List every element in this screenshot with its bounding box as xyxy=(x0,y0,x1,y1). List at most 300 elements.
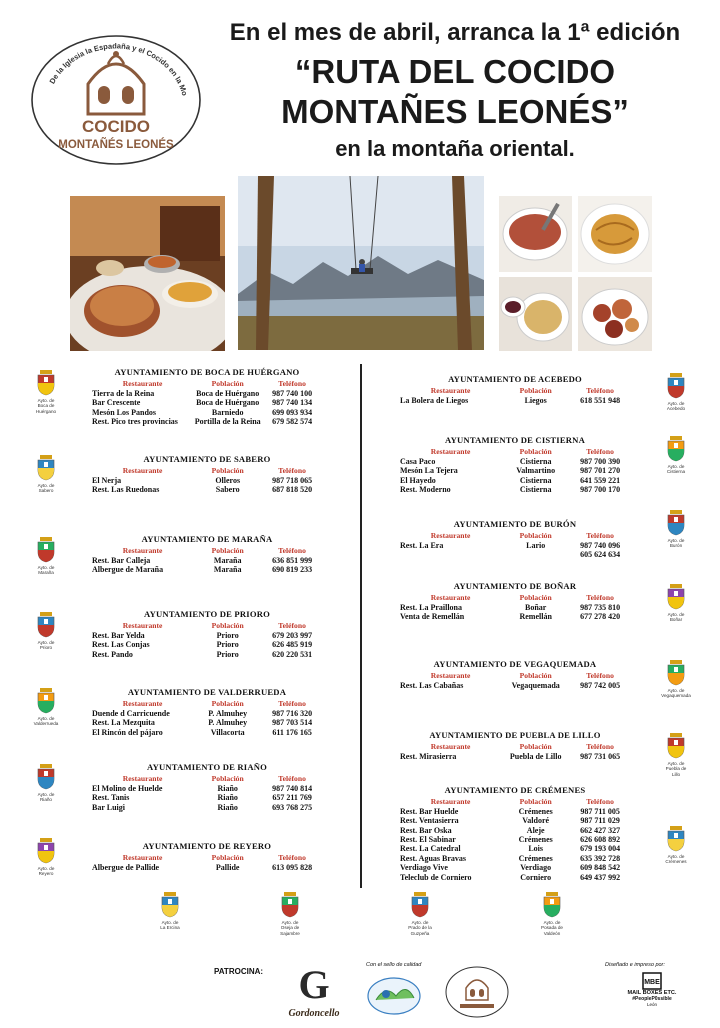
table-header-row xyxy=(92,774,322,783)
restaurant-phone: 662 427 327 xyxy=(580,825,621,835)
col-telefono: Teléfono xyxy=(586,386,614,396)
municipal-shield xyxy=(654,660,698,699)
cocido-logo-emblem xyxy=(28,14,204,174)
section-title: AYUNTAMIENTO DE REYERO xyxy=(142,841,272,851)
restaurant-name: Bar Luigi xyxy=(92,802,125,812)
table-row xyxy=(400,550,630,559)
coat-of-arms-icon xyxy=(666,373,686,399)
logo-ring-text: De la Iglesia la Espadaña y el Cocido en la Mo xyxy=(47,41,190,97)
col-poblacion: Población xyxy=(519,742,552,752)
designed-by-label: Diseñado e impreso por: xyxy=(605,962,665,968)
title-line-4: en la montaña oriental. xyxy=(335,136,575,161)
restaurant-town: Prioro xyxy=(216,630,239,640)
shield-caption: Puebla de xyxy=(665,766,687,772)
restaurant-phone: 693 768 275 xyxy=(272,802,313,812)
shield-caption: La Ercina xyxy=(160,925,180,931)
photo-chickpeas xyxy=(499,277,572,351)
shield-caption: Riaño xyxy=(39,797,52,803)
photo-table-cocido xyxy=(70,196,225,351)
table-row xyxy=(92,408,322,417)
restaurant-town: Remellán xyxy=(519,612,552,622)
restaurant-name xyxy=(400,550,501,559)
restaurant-town: Puebla de Lillo xyxy=(509,751,562,761)
restaurant-phone: 987 701 270 xyxy=(580,466,621,476)
restaurant-town: Cistierna xyxy=(519,485,552,495)
restaurant-name: Duende d Carricuende xyxy=(92,708,170,718)
mbe-city: León xyxy=(646,1002,657,1007)
col-telefono: Teléfono xyxy=(586,742,614,752)
restaurant-name: La Bolera de Liegos xyxy=(400,395,469,405)
restaurant-name: Rest. Las Ruedonas xyxy=(92,485,160,495)
table-row xyxy=(92,398,322,407)
restaurant-town: Villacorta xyxy=(210,727,245,737)
shield-caption: Reyero xyxy=(38,871,54,877)
col-poblacion: Población xyxy=(211,379,244,389)
table-header-row xyxy=(92,699,322,708)
restaurant-town: Olleros xyxy=(215,475,241,485)
restaurant-name: Albergue de Maraña xyxy=(92,565,164,575)
table-row xyxy=(400,807,630,816)
municipal-shield xyxy=(654,826,698,865)
photo-soup-bowl xyxy=(499,196,572,272)
shield-caption: Ayto. de xyxy=(37,866,55,871)
table-row xyxy=(92,793,322,802)
col-poblacion: Población xyxy=(211,466,244,476)
col-restaurante: Restaurante xyxy=(122,774,163,784)
mbe-hashtag: #PeopleP0ssible xyxy=(632,996,672,1002)
table-row xyxy=(400,873,630,882)
table-header-row xyxy=(92,621,322,630)
mbe-icon xyxy=(642,972,662,990)
table-row xyxy=(400,612,630,621)
restaurant-table xyxy=(400,671,630,690)
restaurant-phone: 987 718 065 xyxy=(272,475,313,485)
section-vegaquemada xyxy=(400,660,630,690)
restaurant-phone: 636 851 999 xyxy=(272,555,313,565)
title-line-1: En el mes de abril, arranca la 1ª edición xyxy=(229,19,681,46)
restaurant-name: El Molino de Huelde xyxy=(92,783,163,793)
restaurant-phone: 987 711 029 xyxy=(580,816,620,826)
restaurant-table xyxy=(92,466,322,494)
restaurant-table xyxy=(400,797,630,882)
col-restaurante: Restaurante xyxy=(122,853,163,863)
shield-caption: Huérgano xyxy=(35,408,57,414)
shield-caption: Maraña xyxy=(38,570,54,576)
col-restaurante: Restaurante xyxy=(430,742,471,752)
table-row xyxy=(400,854,630,863)
restaurant-table xyxy=(92,621,322,659)
coat-of-arms-icon xyxy=(666,733,686,759)
col-telefono: Teléfono xyxy=(278,699,306,709)
restaurant-name: Rest. Las Conjas xyxy=(92,640,150,650)
restaurant-table xyxy=(400,531,630,559)
municipal-shield xyxy=(24,612,68,651)
municipal-shield xyxy=(654,733,698,777)
section-marana xyxy=(92,535,322,575)
section-title: AYUNTAMIENTO DE CRÉMENES xyxy=(444,785,586,795)
section-title: AYUNTAMIENTO DE BOÑAR xyxy=(453,581,577,591)
restaurant-name: El Nerja xyxy=(92,475,122,485)
shield-caption: Boca de xyxy=(37,403,55,409)
restaurant-town: Liegos xyxy=(524,395,547,405)
restaurant-phone: 609 848 542 xyxy=(580,863,621,873)
shield-caption: Ayto. de xyxy=(667,538,685,543)
photo-swing-mountains xyxy=(238,176,484,350)
sponsor-label: PATROCINA: xyxy=(214,967,264,976)
shield-caption: Sabero xyxy=(38,488,54,494)
table-row xyxy=(400,681,630,690)
restaurant-town: Sabero xyxy=(215,485,240,495)
shield-caption: Lillo xyxy=(671,771,681,777)
restaurant-town: Riaño xyxy=(217,802,238,812)
shield-caption: Ayto. de xyxy=(37,483,55,488)
restaurant-town: Corniero xyxy=(520,872,552,882)
shield-caption: Ayto. de xyxy=(667,612,685,617)
photo-meats xyxy=(578,277,652,351)
title-line-2: “RUTA DEL COCIDO xyxy=(294,53,616,90)
restaurant-name: Rest. Bar Yelda xyxy=(92,630,145,640)
section-cistierna xyxy=(400,436,630,494)
restaurant-name: Rest. La Catedral xyxy=(400,844,461,854)
table-row xyxy=(92,784,322,793)
restaurant-town: Boñar xyxy=(525,602,547,612)
section-boca-de-huergano xyxy=(92,368,322,426)
svg-text:G: G xyxy=(298,962,330,1007)
table-row xyxy=(92,631,322,640)
restaurant-phone: 679 582 574 xyxy=(272,417,313,427)
coat-of-arms-icon xyxy=(36,688,56,714)
table-header-row xyxy=(400,671,630,680)
col-telefono: Teléfono xyxy=(586,593,614,603)
restaurant-name: Rest. Bar Huelde xyxy=(400,806,459,816)
restaurant-town: Valmartino xyxy=(516,466,556,476)
col-restaurante: Restaurante xyxy=(430,671,471,681)
logo-word-montanes: MONTAÑÉS LEONÉS xyxy=(58,139,174,151)
table-row xyxy=(400,826,630,835)
table-row xyxy=(92,556,322,565)
shield-caption: Cistierna xyxy=(666,469,686,475)
section-title: AYUNTAMIENTO DE SABERO xyxy=(143,454,271,464)
municipal-shield xyxy=(148,892,192,931)
coat-of-arms-icon xyxy=(36,370,56,396)
col-restaurante: Restaurante xyxy=(430,386,471,396)
restaurant-table xyxy=(92,853,322,872)
table-row xyxy=(92,650,322,659)
table-header-row xyxy=(92,466,322,475)
shield-caption: Boñar xyxy=(669,617,683,623)
restaurant-town: Portilla de la Reina xyxy=(194,417,261,427)
table-header-row xyxy=(400,447,630,456)
restaurant-town: Maraña xyxy=(213,565,242,575)
logo-word-cocido: COCIDO xyxy=(82,117,150,136)
restaurant-name: Rest. Pando xyxy=(92,649,133,659)
restaurant-town: P. Almuhey xyxy=(208,708,248,718)
section-title: AYUNTAMIENTO DE PUEBLA DE LILLO xyxy=(429,730,601,740)
shield-caption: Valdeón xyxy=(543,930,561,936)
shield-caption: Ayto. de xyxy=(161,920,179,925)
restaurant-town: Riaño xyxy=(217,793,238,803)
table-row xyxy=(92,709,322,718)
coat-of-arms-icon xyxy=(542,892,562,918)
municipal-shield xyxy=(24,537,68,576)
restaurant-town: Prioro xyxy=(216,649,239,659)
table-header-row xyxy=(92,853,322,862)
col-restaurante: Restaurante xyxy=(430,797,471,807)
table-row xyxy=(92,417,322,426)
shield-caption: Ayto. de xyxy=(667,401,685,406)
shield-caption: Vegaquemada xyxy=(661,693,691,699)
coat-of-arms-icon xyxy=(280,892,300,918)
restaurant-town: Prioro xyxy=(216,640,239,650)
table-row xyxy=(400,835,630,844)
restaurant-town: Lario xyxy=(526,540,546,550)
coat-of-arms-icon xyxy=(666,660,686,686)
municipal-shield xyxy=(654,510,698,549)
restaurant-name: Rest. Ventasierra xyxy=(400,816,459,826)
coat-of-arms-icon xyxy=(666,510,686,536)
restaurant-name: Rest. Moderno xyxy=(400,485,451,495)
table-header-row xyxy=(400,742,630,751)
restaurant-name: Mesón La Tejera xyxy=(400,466,458,476)
shield-caption: Ayto. de xyxy=(543,920,561,925)
restaurant-town: Valdoré xyxy=(522,816,550,826)
restaurant-name: Casa Paco xyxy=(400,456,436,466)
table-row xyxy=(400,466,630,475)
restaurant-phone: 679 203 997 xyxy=(272,630,313,640)
restaurant-name: El Rincón del pájaro xyxy=(92,727,163,737)
section-title: AYUNTAMIENTO DE MARAÑA xyxy=(141,534,273,544)
col-telefono: Teléfono xyxy=(278,546,306,556)
table-row xyxy=(92,718,322,727)
col-restaurante: Restaurante xyxy=(122,379,163,389)
col-restaurante: Restaurante xyxy=(122,699,163,709)
section-title: AYUNTAMIENTO DE ACEBEDO xyxy=(448,374,582,384)
restaurant-town: Aleje xyxy=(526,825,545,835)
col-poblacion: Población xyxy=(211,699,244,709)
table-row xyxy=(400,863,630,872)
restaurant-name: Rest. Tanis xyxy=(92,793,130,803)
table-row xyxy=(400,485,630,494)
restaurant-town: Barniedo xyxy=(211,407,244,417)
cocido-logo-small xyxy=(444,960,510,1020)
coat-of-arms-icon xyxy=(36,764,56,790)
restaurant-name: Rest. El Sabinar xyxy=(400,835,456,845)
coat-of-arms-icon xyxy=(666,584,686,610)
coat-of-arms-icon xyxy=(410,892,430,918)
table-row xyxy=(400,844,630,853)
restaurant-town: Vegaquemada xyxy=(511,680,560,690)
section-riano xyxy=(92,763,322,812)
restaurant-phone: 605 624 634 xyxy=(580,550,621,560)
restaurant-name: Venta de Remellán xyxy=(400,612,465,622)
coat-of-arms-icon xyxy=(160,892,180,918)
restaurant-name: Tierra de la Reina xyxy=(92,388,155,398)
restaurant-phone: 699 093 934 xyxy=(272,407,313,417)
table-row xyxy=(92,803,322,812)
restaurant-phone: 987 700 390 xyxy=(580,456,621,466)
shield-caption: Prioro xyxy=(39,645,53,651)
col-telefono: Teléfono xyxy=(278,774,306,784)
col-poblacion: Población xyxy=(519,447,552,457)
shield-caption: Ayto. de xyxy=(37,398,55,403)
table-row xyxy=(400,816,630,825)
restaurant-phone: 657 211 769 xyxy=(272,793,312,803)
page-title xyxy=(205,18,705,164)
restaurant-table xyxy=(400,386,630,405)
shield-caption: Burón xyxy=(669,543,683,549)
col-telefono: Teléfono xyxy=(586,531,614,541)
col-telefono: Teléfono xyxy=(586,447,614,457)
restaurant-phone: 613 095 828 xyxy=(272,862,313,872)
restaurant-name: Rest. Las Cabañas xyxy=(400,680,464,690)
shield-caption: Ayto. de xyxy=(667,688,685,693)
coat-of-arms-icon xyxy=(36,455,56,481)
shield-caption: Sajambre xyxy=(280,930,300,936)
restaurant-table xyxy=(400,593,630,621)
restaurant-town: Crémenes xyxy=(518,835,553,845)
table-row xyxy=(92,389,322,398)
col-poblacion: Población xyxy=(211,853,244,863)
restaurant-phone: 987 700 170 xyxy=(580,485,621,495)
municipal-shield xyxy=(24,455,68,494)
cocido-logo xyxy=(28,14,204,174)
quality-seal-label: Con el sello de calidad xyxy=(366,962,422,968)
restaurant-phone: 635 392 728 xyxy=(580,853,621,863)
shield-caption: Crémenes xyxy=(665,859,687,865)
section-title: AYUNTAMIENTO DE PRIORO xyxy=(144,609,270,619)
table-header-row xyxy=(400,593,630,602)
restaurant-phone: 987 740 134 xyxy=(272,398,313,408)
restaurant-table xyxy=(92,699,322,737)
table-row xyxy=(92,565,322,574)
table-row xyxy=(400,396,630,405)
table-row xyxy=(400,752,630,761)
section-cremenes xyxy=(400,786,630,882)
coat-of-arms-icon xyxy=(36,612,56,638)
municipal-shield xyxy=(268,892,312,936)
shield-caption: Ayto. de xyxy=(37,565,55,570)
restaurant-phone: 690 819 233 xyxy=(272,565,313,575)
restaurant-phone: 987 731 065 xyxy=(580,751,621,761)
restaurant-phone: 641 559 221 xyxy=(580,475,621,485)
quality-seal-logo xyxy=(366,972,422,1016)
col-restaurante: Restaurante xyxy=(430,531,471,541)
restaurant-name: Verdiago Vive xyxy=(400,863,448,873)
shield-caption: Valderrueda xyxy=(33,721,59,727)
col-poblacion: Población xyxy=(519,531,552,541)
col-telefono: Teléfono xyxy=(586,797,614,807)
restaurant-phone: 679 193 004 xyxy=(580,844,621,854)
col-telefono: Teléfono xyxy=(278,621,306,631)
coat-of-arms-icon xyxy=(36,537,56,563)
shield-caption: Ayto. de xyxy=(667,854,685,859)
table-header-row xyxy=(400,797,630,806)
col-poblacion: Población xyxy=(519,671,552,681)
shield-caption: Ayto. de xyxy=(667,464,685,469)
gordoncello-logo xyxy=(280,962,348,1022)
col-telefono: Teléfono xyxy=(278,466,306,476)
section-title: AYUNTAMIENTO DE CISTIERNA xyxy=(445,435,585,445)
restaurant-phone: 987 740 100 xyxy=(272,388,313,398)
municipal-shield xyxy=(398,892,442,936)
restaurant-phone: 677 278 420 xyxy=(580,612,621,622)
restaurant-name: Bar Crescente xyxy=(92,398,141,408)
restaurant-name: Rest. La Mezquita xyxy=(92,718,155,728)
coat-of-arms-icon xyxy=(666,436,686,462)
section-title: AYUNTAMIENTO DE RIAÑO xyxy=(146,762,268,772)
municipal-shield xyxy=(24,838,68,877)
col-restaurante: Restaurante xyxy=(122,621,163,631)
restaurant-table xyxy=(92,774,322,812)
section-title: AYUNTAMIENTO DE BURÓN xyxy=(453,519,577,529)
restaurant-name: Teleclub de Corniero xyxy=(400,872,472,882)
restaurant-name: Rest. La Era xyxy=(400,540,444,550)
table-row xyxy=(92,863,322,872)
gordoncello-text: Gordoncello xyxy=(288,1008,340,1019)
restaurant-phone: 687 818 520 xyxy=(272,485,313,495)
restaurant-phone: 987 742 005 xyxy=(580,680,621,690)
restaurant-town: Pallide xyxy=(215,862,240,872)
table-header-row xyxy=(92,379,322,388)
photo-noodles xyxy=(578,196,652,272)
table-row xyxy=(400,476,630,485)
svg-text:MBE: MBE xyxy=(644,979,660,986)
shield-caption: Ayto. de xyxy=(411,920,429,925)
section-title: AYUNTAMIENTO DE VEGAQUEMADA xyxy=(433,659,597,669)
col-poblacion: Población xyxy=(519,386,552,396)
restaurant-phone: 626 608 892 xyxy=(580,835,621,845)
restaurant-town xyxy=(501,550,570,559)
restaurant-phone: 649 437 992 xyxy=(580,872,621,882)
col-poblacion: Población xyxy=(519,797,552,807)
section-sabero xyxy=(92,455,322,495)
table-row xyxy=(92,640,322,649)
restaurant-town: Crémenes xyxy=(518,853,553,863)
section-puebla-de-lillo xyxy=(400,731,630,761)
restaurant-phone: 987 740 096 xyxy=(580,540,621,550)
restaurant-town: Boca de Huérgano xyxy=(196,388,260,398)
section-title: AYUNTAMIENTO DE VALDERRUEDA xyxy=(127,687,287,697)
shield-caption: Guzpeña xyxy=(410,930,430,936)
coat-of-arms-icon xyxy=(36,838,56,864)
shield-caption: Ayto. de xyxy=(667,761,685,766)
section-prioro xyxy=(92,610,322,659)
table-row xyxy=(400,457,630,466)
section-acebedo xyxy=(400,375,630,405)
shield-caption: Ayto. de xyxy=(37,792,55,797)
restaurant-table xyxy=(400,447,630,494)
column-divider xyxy=(360,364,362,888)
shield-caption: Prado de la xyxy=(408,925,432,931)
col-poblacion: Población xyxy=(211,774,244,784)
restaurant-name: El Hayedo xyxy=(400,475,436,485)
restaurant-phone: 987 740 814 xyxy=(272,783,313,793)
restaurant-table xyxy=(400,742,630,761)
table-header-row xyxy=(400,386,630,395)
municipal-shield xyxy=(654,373,698,412)
col-restaurante: Restaurante xyxy=(430,593,471,603)
restaurant-phone: 626 485 919 xyxy=(272,640,313,650)
col-restaurante: Restaurante xyxy=(122,546,163,556)
col-telefono: Teléfono xyxy=(278,379,306,389)
table-header-row xyxy=(400,531,630,540)
section-bonar xyxy=(400,582,630,622)
col-poblacion: Población xyxy=(211,621,244,631)
restaurant-town: Verdiago xyxy=(520,863,552,873)
section-reyero xyxy=(92,842,322,872)
municipal-shield xyxy=(24,370,68,414)
restaurant-name: Rest. Mirasierra xyxy=(400,751,457,761)
